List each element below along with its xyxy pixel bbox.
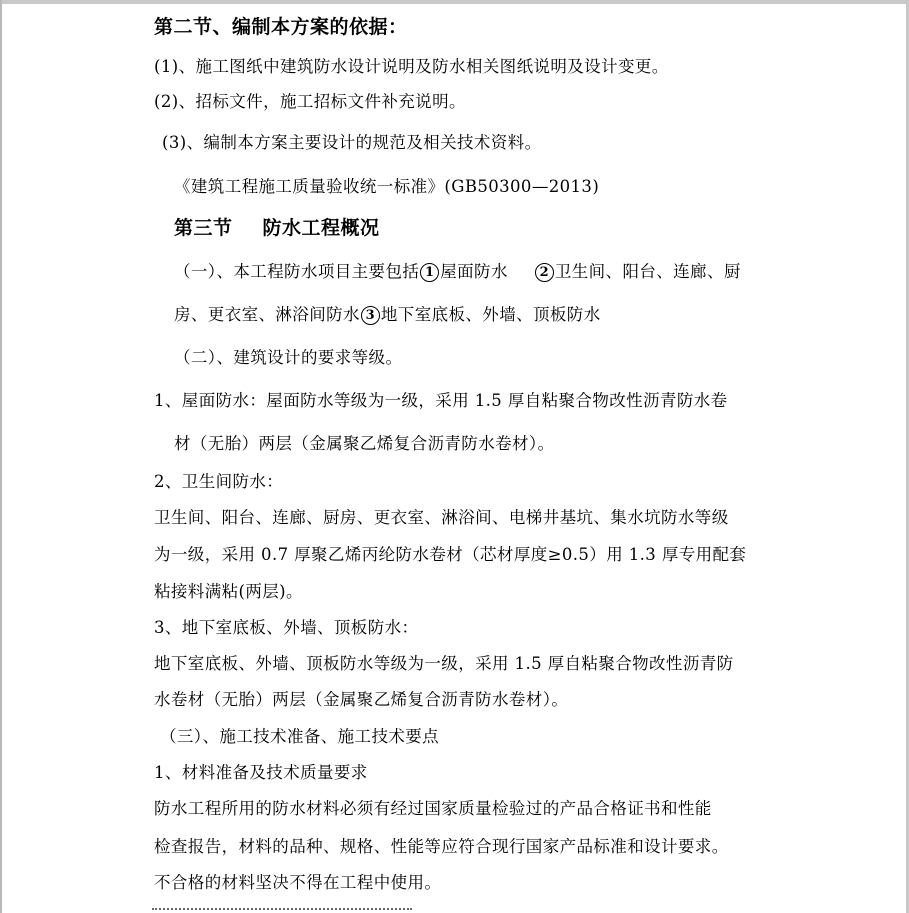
circled-number-1: 1 [420,263,439,282]
cut-off-line [152,903,412,913]
para-1-line-2 [174,303,601,327]
material-line-1: 防水工程所用的防水材料必须有经过国家质量检验过的产品合格证书和性能 [154,799,712,818]
section3-label: 第三节 [174,217,233,239]
circled-number-2: 2 [535,263,554,282]
section2-item-1: (1)、施工图纸中建筑防水设计说明及防水相关图纸说明及设计变更。 [154,57,669,76]
base-heading: 3、地下室底板、外墙、顶板防水： [154,618,419,637]
bath-line-3: 粘接料满粘(两层)。 [154,582,303,601]
window-top-border [0,0,909,4]
base-line-2: 水卷材（无胎）两层（金属聚乙烯复合沥青防水卷材）。 [154,690,569,709]
roof-line-2: 材（无胎）两层（金属聚乙烯复合沥青防水卷材）。 [174,434,555,453]
section2-item-2: (2)、招标文件，施工招标文件补充说明。 [154,92,466,111]
section2-item-3: (3)、编制本方案主要设计的规范及相关技术资料。 [162,133,542,152]
bath-heading: 2、卫生间防水： [154,472,284,491]
material-line-2: 检查报告，材料的品种、规格、性能等应符合现行国家产品标准和设计要求。 [154,837,729,856]
material-line-3: 不合格的材料坚决不得在工程中使用。 [154,873,442,892]
circled-number-3: 3 [361,306,380,325]
base-line-1: 地下室底板、外墙、顶板防水等级为一级，采用 1.5 厚自粘聚合物改性沥青防 [154,654,734,673]
para-2: （二）、建筑设计的要求等级。 [174,348,403,367]
bath-line-2: 为一级，采用 0.7 厚聚乙烯丙纶防水卷材（芯材厚度≥0.5）用 1.3 厚专用配套 [154,545,747,564]
para-1-text-b: 屋面防水 [440,262,508,281]
para-1-text-e: 地下室底板、外墙、顶板防水 [380,305,601,324]
para-1-text-d: 房、更衣室、淋浴间防水 [174,305,360,324]
section3-heading [174,216,380,240]
para-1-text-c: 卫生间、阳台、连廊、厨 [554,262,741,281]
para-3: （三）、施工技术准备、施工技术要点 [160,727,440,746]
para-1-text-a: （一）、本工程防水项目主要包括 [174,262,420,281]
material-heading: 1、材料准备及技术质量要求 [154,763,368,782]
window-left-border [0,0,2,913]
bath-line-1: 卫生间、阳台、连廊、厨房、更衣室、淋浴间、电梯井基坑、集水坑防水等级 [154,508,729,527]
section3-title: 防水工程概况 [262,217,380,239]
section2-standard: 《建筑工程施工质量验收统一标准》(GB50300—2013) [174,177,600,196]
para-1-line-1 [174,260,741,284]
roof-line-1: 1、屋面防水：屋面防水等级为一级，采用 1.5 厚自粘聚合物改性沥青防水卷 [154,391,728,410]
section2-heading: 第二节、编制本方案的依据： [154,16,408,38]
